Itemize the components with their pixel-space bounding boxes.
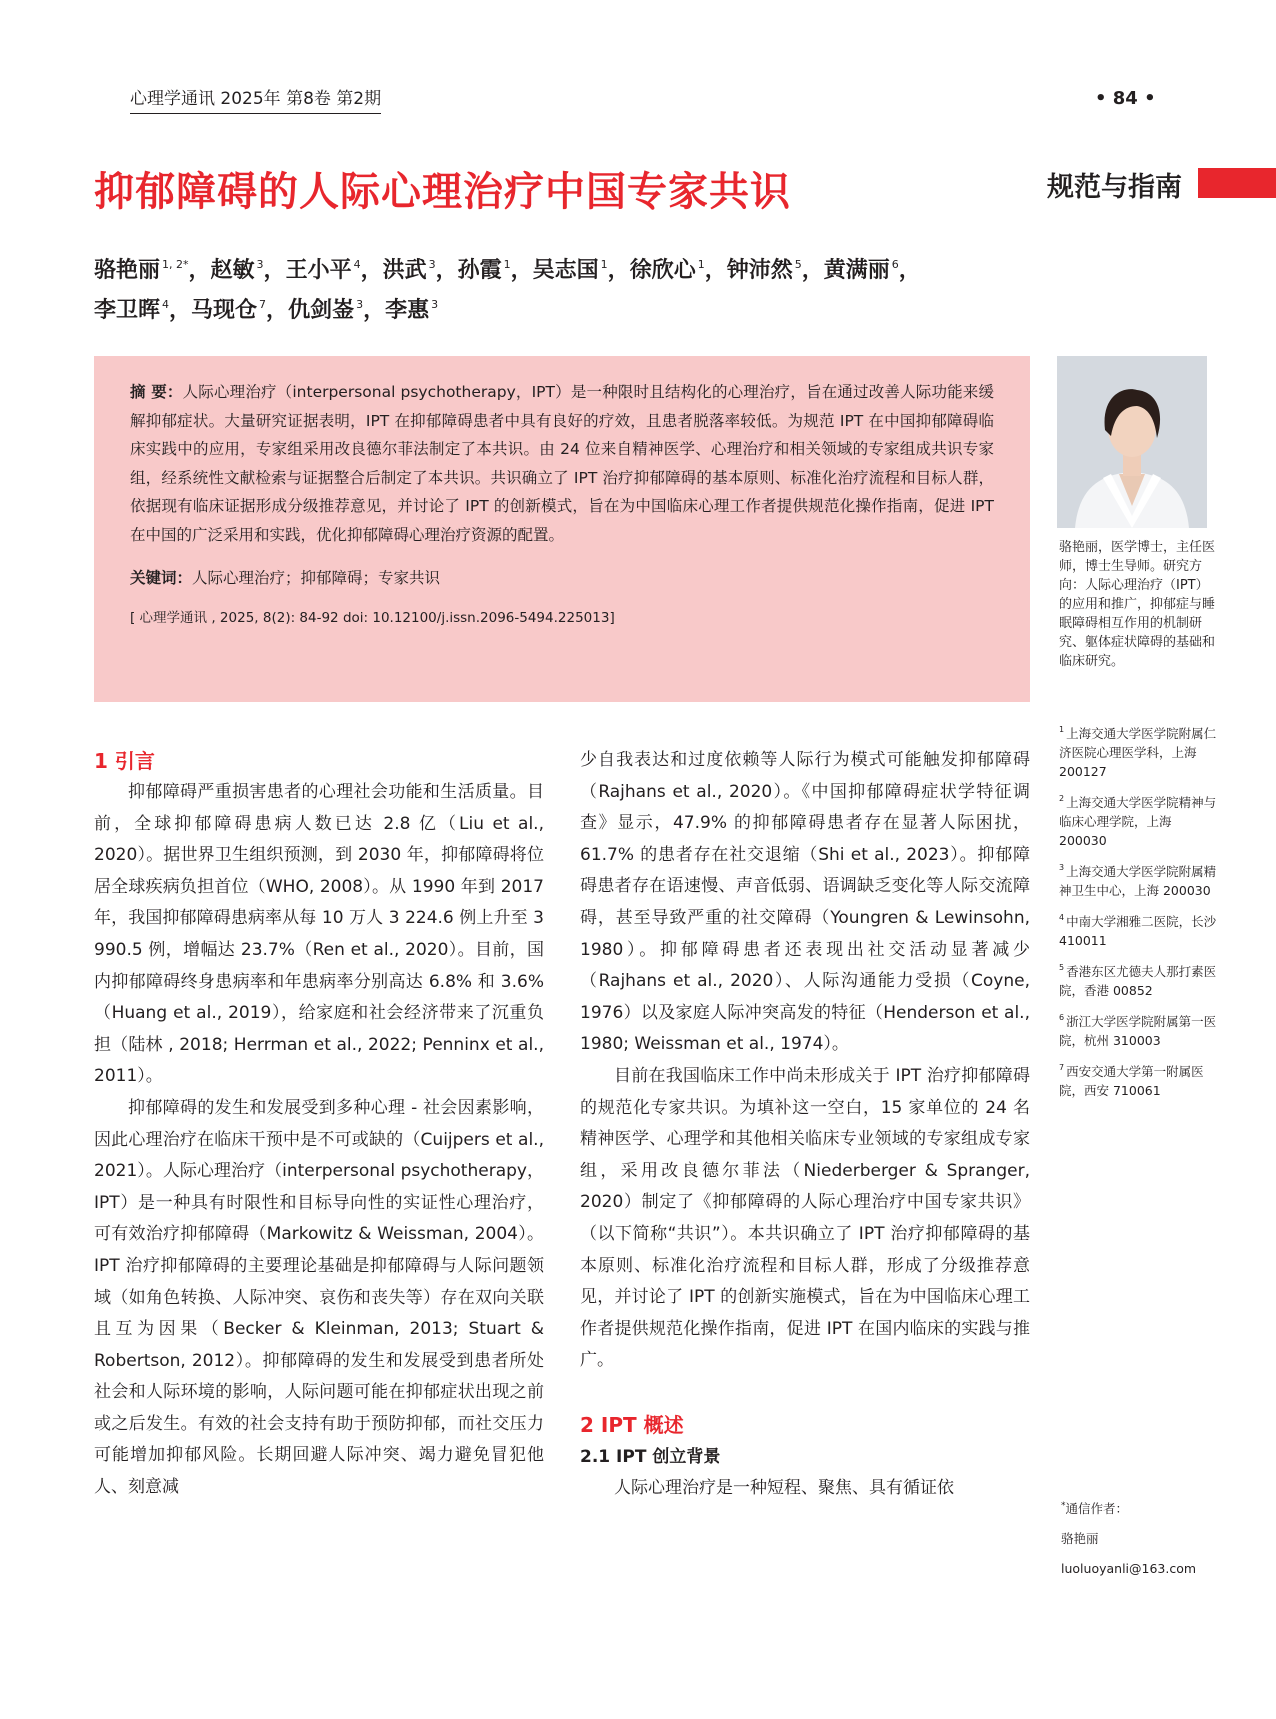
section-heading-overview: 2 IPT 概述 bbox=[580, 1412, 684, 1437]
correspondence-email: luoluoyanli@163.com bbox=[1061, 1561, 1197, 1576]
author: 马现仓 $^7$， bbox=[191, 298, 289, 323]
author: 钟沛然 $^5$， bbox=[726, 258, 824, 283]
subsection-heading-background: 2.1 IPT 创立背景 bbox=[580, 1446, 721, 1467]
abstract-box bbox=[94, 356, 1030, 702]
section-tag-bar bbox=[1198, 168, 1276, 198]
keywords bbox=[130, 565, 994, 591]
author: 吴志国 $^1$， bbox=[532, 258, 630, 283]
article-title: 抑郁障碍的人际心理治疗中国专家共识 bbox=[94, 169, 791, 215]
affiliation: $^1$ 上海交通大学医学院附属仁济医院心理医学科，上海 200127 bbox=[1059, 725, 1217, 779]
author: 黄满丽 $^6$， bbox=[823, 258, 921, 283]
author: 李惠 $^3$ bbox=[385, 298, 439, 323]
abstract-body: 人际心理治疗（interpersonal psychotherapy，IPT）是一种限时且结构化的心理治疗，旨在通过改善人际功能来缓解抑郁症状。大量研究证据表明，IPT 在抑郁障碍患者中具有良好的疗效，且患者脱落率较低。为规范 IPT 在中国抑郁障碍临床实践中的应用，专家组采用改良德尔菲法制定了本共识。由 24 位来自精神医学、心理治疗和相关领域的专家组成共识专家组，经系统性文献检索与证据整合后制定了本共识。共识确立了 IPT 治疗抑郁障碍的基本原则、标准化治疗流程和目标人群，依据现有临床证据形成分级推荐意见，并讨论了 IPT 的创新模式，旨在为中国临床心理工作者提供规范化操作指南，促进 IPT 在中国的广泛采用和实践，优化抑郁障碍心理治疗资源的配置。 bbox=[130, 383, 994, 544]
body-column-right bbox=[580, 745, 1030, 1504]
paragraph: 少自我表达和过度依赖等人际行为模式可能触发抑郁障碍（Rajhans et al., 2020）。《中国抑郁障碍症状学特征调查》显示，47.9% 的抑郁障碍患者存在显著人际困扰，61.7% 的患者存在社交退缩（Shi et al., 2023）。抑郁障碍患者存在语速慢、声音低弱、语调缺乏变化等人际交流障碍，甚至导致严重的社交障碍（Youngren & Lewinsohn, 1980）。抑郁障碍患者还表现出社交活动显著减少（Rajhans et al., 2020）、人际沟通能力受损（Coyne, 1976）以及家庭人际冲突高发的特征（Henderson et al., 1980; Weissman et al., 1974）。 bbox=[580, 750, 1030, 1055]
keywords-label: 关键词： bbox=[130, 569, 193, 587]
paragraph: 抑郁障碍严重损害患者的心理社会功能和生活质量。目前，全球抑郁障碍患病人数已达 2.8 亿（Liu et al., 2020）。据世界卫生组织预测，到 2030 年，抑郁障碍将位居全球疾病负担首位（WHO, 2008）。从 1990 年到 2017 年，我国抑郁障碍患病率从每 10 万人 3 224.6 例上升至 3 990.5 例，增幅达 23.7%（Ren et al., 2020）。目前，国内抑郁障碍终身患病率和年患病率分别高达 6.8% 和 3.6%（Huang et al., 2019），给家庭和社会经济带来了沉重负担（陆林 , 2018; Herrman et al., 2022; Penninx et al., 2011）。 bbox=[94, 782, 544, 1087]
affiliation: $^6$ 浙江大学医学院附属第一医院，杭州 310003 bbox=[1059, 1013, 1217, 1048]
keywords-value: 人际心理治疗；抑郁障碍；专家共识 bbox=[192, 569, 441, 587]
paragraph: 抑郁障碍的发生和发展受到多种心理 - 社会因素影响，因此心理治疗在临床干预中是不可或缺的（Cuijpers et al., 2021）。人际心理治疗（interpersonal psychotherapy，IPT）是一种具有时限性和目标导向性的实证性心理治疗，可有效治疗抑郁障碍（Markowitz & Weissman, 2004）。IPT 治疗抑郁障碍的主要理论基础是抑郁障碍与人际问题领域（如角色转换、人际冲突、哀伤和丧失等）存在双向关联且互为因果（Becker & Kleinman, 2013; Stuart & Robertson, 2012）。抑郁障碍的发生和发展受到患者所处社会和人际环境的影响，人际问题可能在抑郁症状出现之前或之后发生。有效的社会支持有助于预防抑郁，而社交压力可能增加抑郁风险。长期回避人际冲突、竭力避免冒犯他人、刻意减 bbox=[94, 1097, 544, 1498]
author: 孙霞 $^1$， bbox=[457, 258, 533, 283]
correspondence bbox=[1061, 1491, 1221, 1584]
citation: [ 心理学通讯 , 2025, 8(2): 84-92 doi: 10.12100/j.issn.2096-5494.225013] bbox=[130, 610, 615, 626]
abstract-text bbox=[130, 378, 994, 549]
paragraph: 人际心理治疗是一种短程、聚焦、具有循证依 bbox=[614, 1477, 954, 1498]
author-bio: 骆艳丽，医学博士，主任医师，博士生导师。研究方向：人际心理治疗（IPT）的应用和推广，抑郁症与睡眠障碍相互作用的机制研究、躯体症状障碍的基础和临床研究。 bbox=[1059, 540, 1216, 669]
author-photo bbox=[1057, 356, 1207, 528]
author: 赵敏 $^3$， bbox=[210, 258, 286, 283]
author: 李卫晖 $^4$， bbox=[94, 298, 192, 323]
paragraph: 目前在我国临床工作中尚未形成关于 IPT 治疗抑郁障碍的规范化专家共识。为填补这一空白，15 家单位的 24 名精神医学、心理学和其他相关临床专业领域的专家组成专家组，采用改良德尔菲法（Niederberger & Spranger, 2020）制定了《抑郁障碍的人际心理治疗中国专家共识》（以下简称“共识”）。本共识确立了 IPT 治疗抑郁障碍的基本原则、标准化治疗流程和目标人群，形成了分级推荐意见，并讨论了 IPT 的创新实施模式，旨在为中国临床心理工作者提供规范化操作指南，促进 IPT 在国内临床的实践与推广。 bbox=[580, 1065, 1030, 1371]
affiliation: $^4$ 中南大学湘雅二医院，长沙 410011 bbox=[1059, 913, 1217, 948]
author-list bbox=[94, 248, 1044, 328]
author: 仇剑崟 $^3$， bbox=[288, 298, 386, 323]
abstract-label: 摘 要： bbox=[130, 383, 183, 401]
author: 王小平 $^4$， bbox=[285, 258, 383, 283]
body-column-left bbox=[94, 745, 544, 1504]
section-heading-intro: 1 引言 bbox=[94, 749, 155, 773]
affiliation-list bbox=[1059, 720, 1219, 1108]
correspondence-label: *通信作者： bbox=[1061, 1501, 1129, 1516]
author: 洪武 $^3$， bbox=[382, 258, 458, 283]
affiliation: $^5$ 香港东区尤德夫人那打素医院，香港 00852 bbox=[1059, 963, 1217, 998]
author: 骆艳丽 $^{1, 2*}$， bbox=[94, 258, 211, 283]
page-number: • 84 • bbox=[1095, 88, 1156, 109]
author: 徐欣心 $^1$， bbox=[629, 258, 727, 283]
affiliation: $^7$ 西安交通大学第一附属医院，西安 710061 bbox=[1059, 1063, 1204, 1098]
correspondence-name: 骆艳丽 bbox=[1061, 1531, 1099, 1546]
affiliation: $^2$ 上海交通大学医学院精神与临床心理学院，上海 200030 bbox=[1059, 794, 1217, 848]
section-tag: 规范与指南 bbox=[1047, 172, 1182, 203]
journal-header: 心理学通讯 2025年 第8卷 第2期 bbox=[130, 84, 381, 114]
affiliation: $^3$ 上海交通大学医学院附属精神卫生中心，上海 200030 bbox=[1059, 863, 1217, 898]
